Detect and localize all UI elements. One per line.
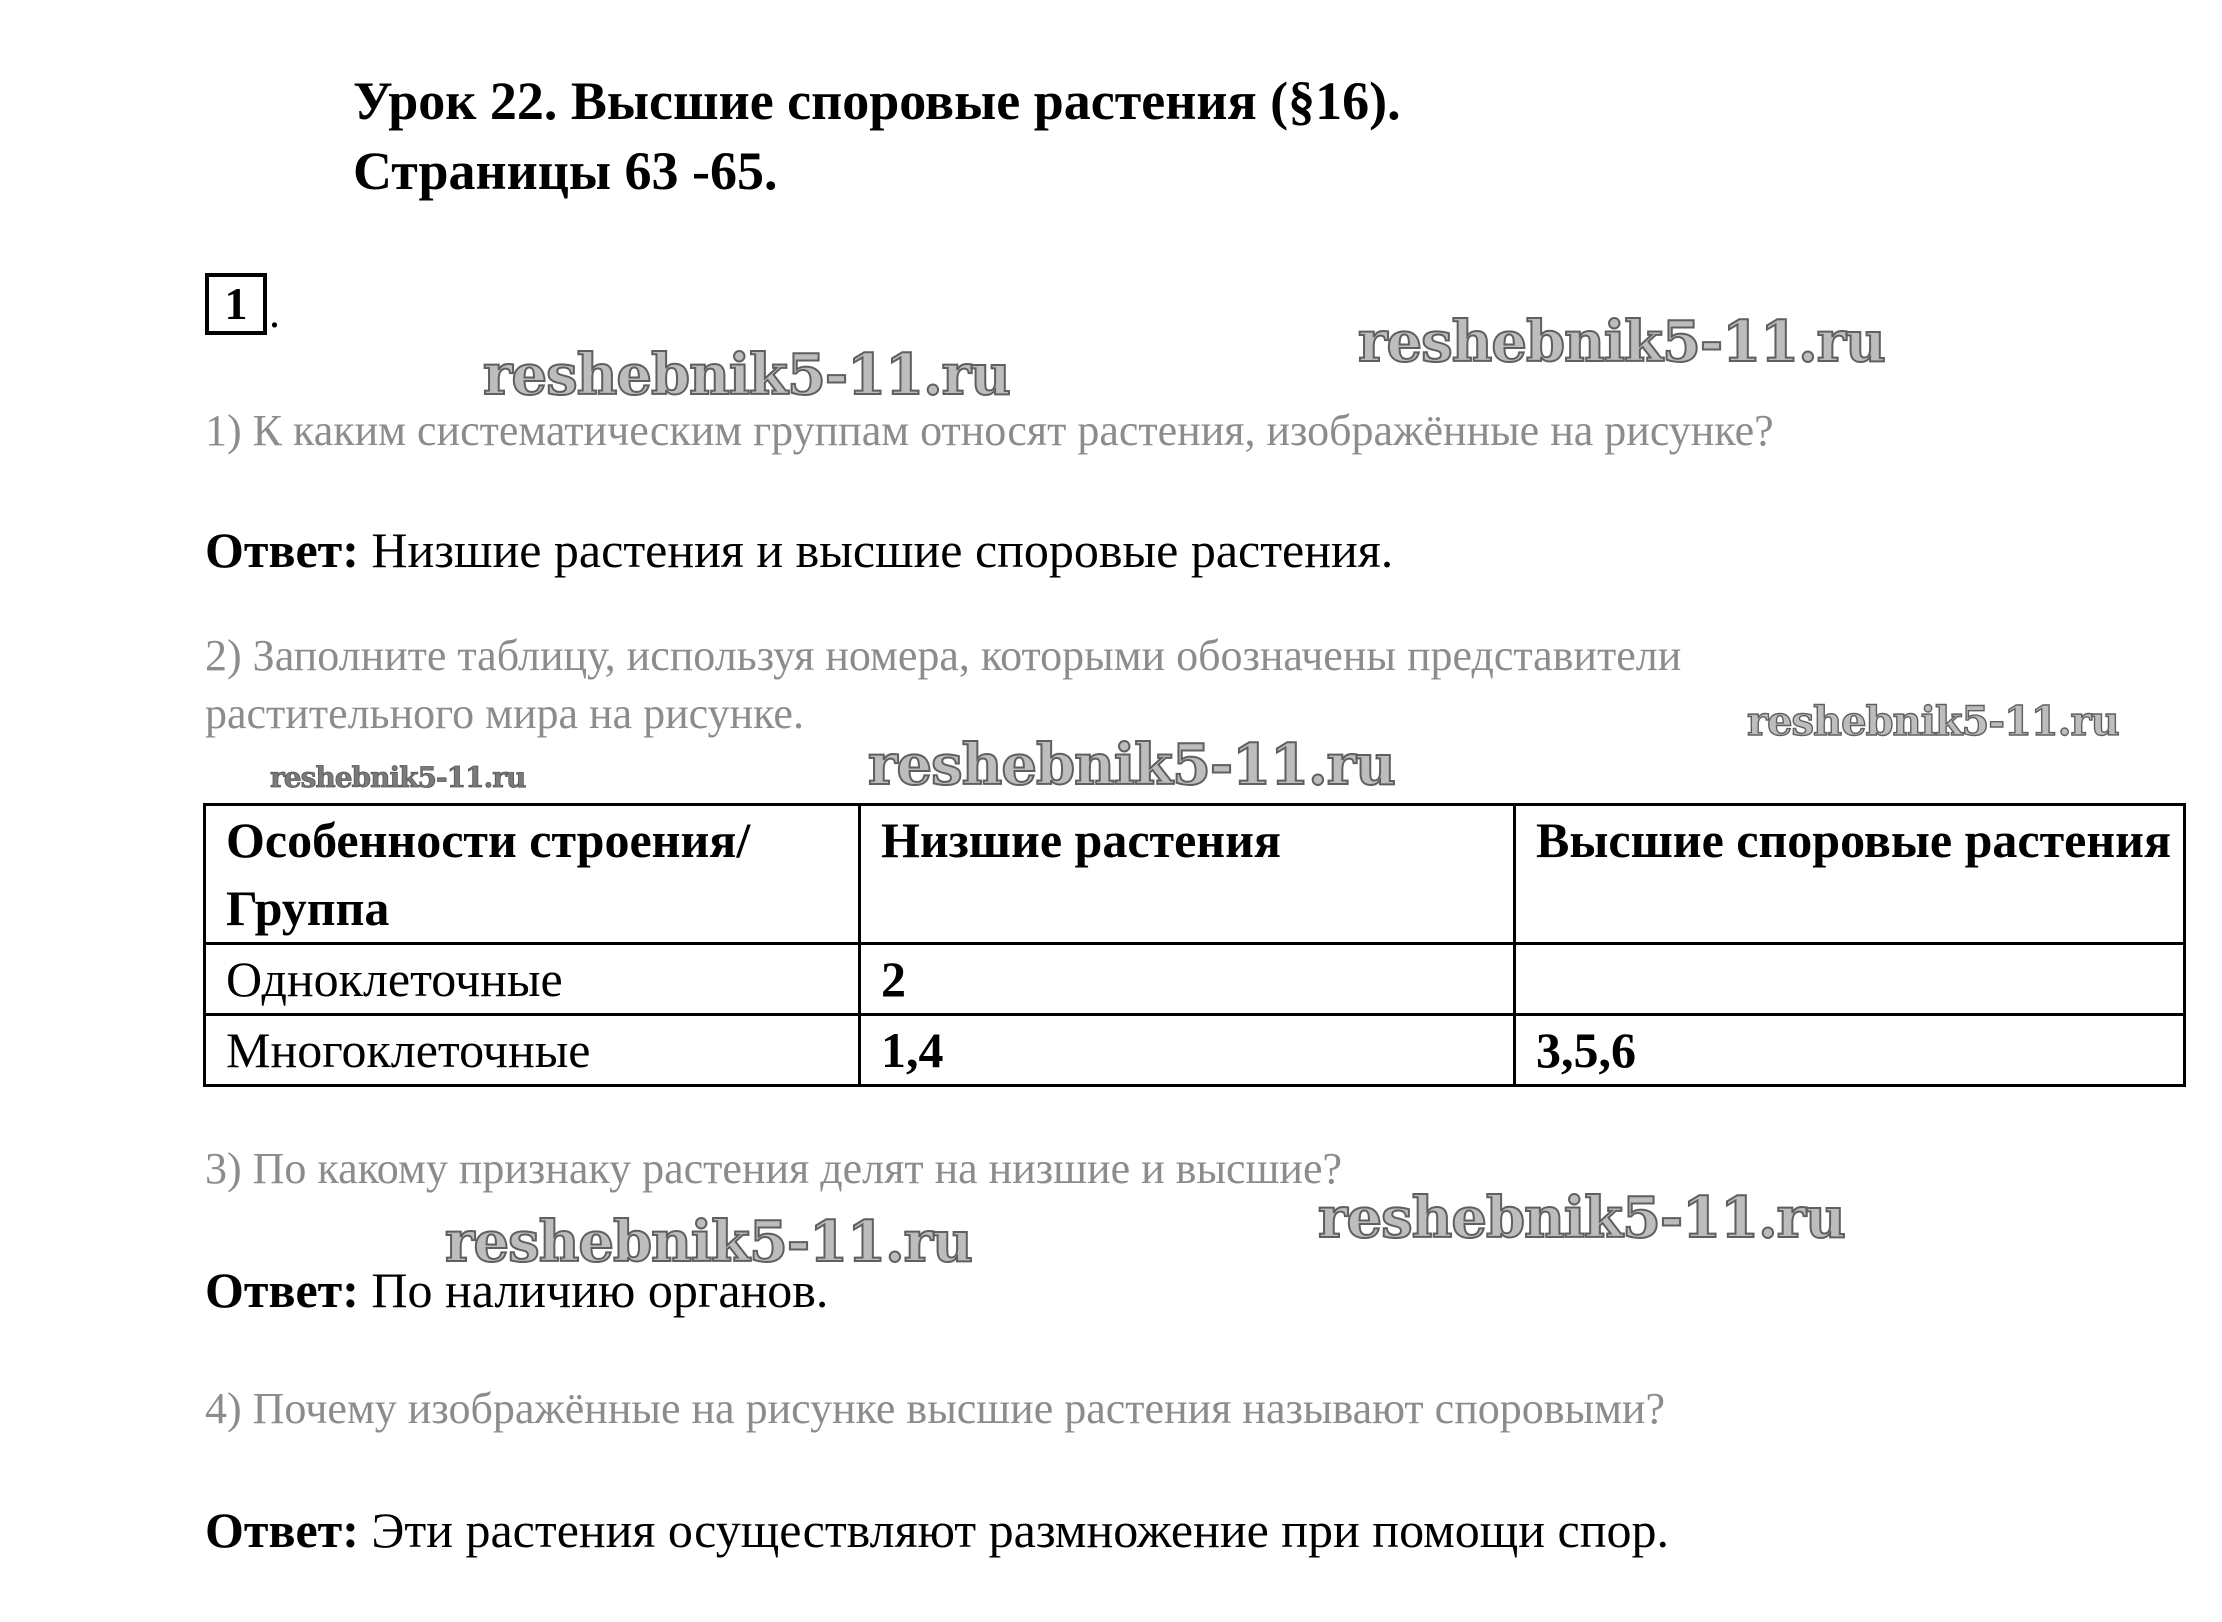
table-header-row	[205, 805, 2185, 944]
table-cell: 1,4	[860, 1015, 1515, 1086]
answer-label: Ответ:	[205, 1262, 359, 1318]
lesson-pages: Страницы 63 -65.	[353, 141, 778, 201]
question-4: 4) Почему изображённые на рисунке высшие растения называют споровыми?	[205, 1384, 1665, 1433]
question-2-line2: растительного мира на рисунке.	[205, 689, 804, 738]
answer-label: Ответ:	[205, 522, 359, 578]
answer-4	[205, 1502, 1669, 1558]
table-row-label: Многоклеточные	[205, 1015, 860, 1086]
answer-text: Эти растения осуществляют размножение при помощи спор.	[358, 1502, 1669, 1558]
answer-text: По наличию органов.	[358, 1262, 829, 1318]
question-2-line1: 2) Заполните таблицу, используя номера, которыми обозначены представители	[205, 631, 1682, 680]
answer-label: Ответ:	[205, 1502, 359, 1558]
watermark: reshebnik5-11.ru	[483, 342, 1010, 408]
watermark: reshebnik5-11.ru	[445, 1209, 972, 1275]
table-cell	[1515, 944, 2185, 1015]
watermark: reshebnik5-11.ru	[270, 761, 526, 794]
question-1: 1) К каким систематическим группам относят растения, изображённые на рисунке?	[205, 406, 1774, 455]
table-header-cell: Особенности строения/Группа	[205, 805, 860, 944]
table-header-cell: Низшие растения	[860, 805, 1515, 944]
table-row	[205, 1015, 2185, 1086]
table-header-cell: Высшие споровые растения	[1515, 805, 2185, 944]
answer-1	[205, 522, 1394, 578]
answer-3	[205, 1262, 829, 1318]
task-number-box: 1	[205, 273, 267, 335]
classification-table	[203, 803, 2186, 1087]
lesson-title: Урок 22. Высшие споровые растения (§16).	[353, 71, 1401, 131]
watermark: reshebnik5-11.ru	[868, 732, 1395, 798]
question-3: 3) По какому признаку растения делят на низшие и высшие?	[205, 1144, 1343, 1193]
task-number-dot: .	[269, 288, 280, 337]
table-row	[205, 944, 2185, 1015]
task-number	[205, 273, 280, 335]
table-row-label: Одноклеточные	[205, 944, 860, 1015]
watermark: reshebnik5-11.ru	[1318, 1185, 1845, 1251]
table-cell: 3,5,6	[1515, 1015, 2185, 1086]
answer-text: Низшие растения и высшие споровые растения.	[358, 522, 1394, 578]
question-2	[205, 627, 1681, 743]
table-cell: 2	[860, 944, 1515, 1015]
watermark: reshebnik5-11.ru	[1747, 698, 2119, 745]
watermark: reshebnik5-11.ru	[1358, 309, 1885, 375]
